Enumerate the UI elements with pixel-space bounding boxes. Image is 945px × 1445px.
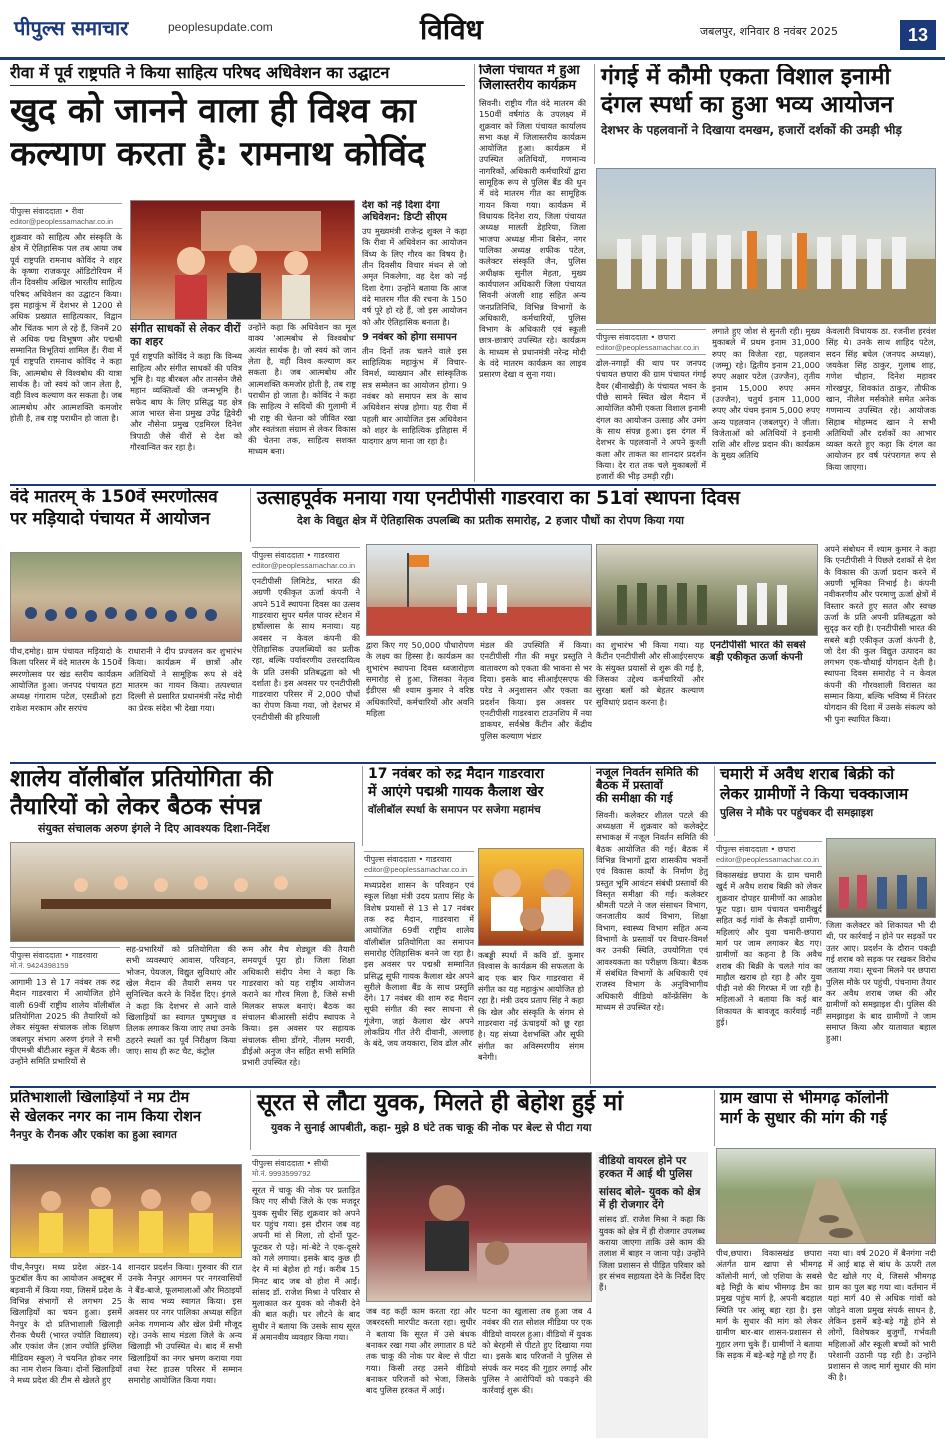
byline-email[interactable]: editor@peoplessamachar.co.in bbox=[364, 865, 468, 874]
masthead bbox=[0, 0, 945, 60]
photo-players-welcome bbox=[10, 1164, 242, 1258]
article-deck: पुलिस ने मौके पर पहुंचकर दी समझाइश bbox=[720, 806, 874, 819]
byline bbox=[10, 203, 122, 229]
article-surat-col2 bbox=[366, 1306, 476, 1438]
article-body: जब वह कहीं काम करता रहा और जबरदस्ती मारपीट करता रहा। सुधीर ने बताया कि सूरत में उसे बंधक बनाकर रखा गया और लगातार 8 घंटे तक चाकू की नोक पर बेल्ट से पीटा गया। किसी तरह उसने वीडियो बनाकर परिजनों को भेजा, जिसके बाद पुलिस हरकत में आई। bbox=[366, 1306, 476, 1396]
article-volleyball-deck bbox=[10, 822, 355, 840]
article-headline: खुद को जानने वाला ही विश्व का bbox=[10, 91, 416, 132]
article-body: ढोल-नगाड़ों की थाप पर जनपद पंचायत छपारा की ग्राम पंचायत गंगई दैयर (बीनाखेड़ी) के पंचायत भवन के पीछे सामने स्थित खेल मैदान में आयोजित कौमी एकता विशाल इनामी दंगल का आयोजन उत्साह और उमंग के साथ संपन्न हुआ। इस दंगल में देशभर के पहलवानों ने अपने कुश्ती कला और ताकत का शानदार प्रदर्शन किया। देर रात तक चले मुकाबलों में हजारों की भीड़ उमड़ी रही। bbox=[596, 358, 706, 482]
photo-illustration bbox=[827, 839, 936, 918]
photo-damaged-road bbox=[716, 1148, 936, 1244]
article-kicker-headline: रीवा में पूर्व राष्ट्रपति ने किया साहित्य परिषद अधिवेशन का उद्घाटन bbox=[10, 64, 465, 86]
byline-email[interactable]: editor@peoplessamachar.co.in bbox=[252, 561, 356, 570]
sidebar-headline: एनटीपीसी भारत की सबसे बड़ी एकीकृत ऊर्जा कंपनी bbox=[710, 640, 806, 663]
byline bbox=[252, 547, 360, 573]
article-headline: वंदे मातरम् के 150वें स्मरणोत्सव bbox=[10, 488, 218, 507]
photo-illustration bbox=[11, 843, 355, 942]
article-chamari-col1 bbox=[716, 838, 822, 1084]
article-headline: ग्राम खापा से भीमगढ़ कॉलोनी bbox=[720, 1090, 889, 1107]
article-headline-line2: की समीक्षा की गई bbox=[596, 791, 673, 806]
article-surat-col3 bbox=[482, 1306, 592, 1438]
article-body: आगामी 13 से 17 नवंबर तक रुद्र मैदान गाडरवारा में आयोजित होने वाली 69वीं राष्ट्रीय शालेय वॉलीबॉल प्रतियोगिता 2025 की तैयारियों को लेकर संयुक्त संचालक लोक शिक्षण जबलपुर संभाग अरुण इंगले ने सभी पीएमश्री बीटीआर स्कूल में बैठक ली। उन्होंने समिति प्रभारियों से bbox=[10, 977, 120, 1067]
article-body: उन्होंने कहा कि अधिवेशन का मूल वाक्य 'आत्मबोध से विश्वबोध' अत्यंत सार्थक है। जो स्वयं को जान लेता है, वही विश्व कल्याण कर सकता है। जब आत्मबोध और आत्मशक्ति कमजोर होती है, तब राष्ट्र पराधीन हो जाता है। कोविंद ने कहा कि साहित्य ने सदियों की गुलामी में भी राष्ट्र की चेतना को जीवित रखा और स्वतंत्रता संग्राम से लेकर विकास की चेतना तक, साहित्य सशक्त माध्यम बना। bbox=[248, 322, 356, 457]
article-rewa-col1 bbox=[10, 200, 122, 482]
article-body: रूम और मैच शेड्यूल की तैयारी समयपूर्व पूरा हो। जिला शिक्षा अधिकारी संदीप नेमा ने कहा कि गाडरवारा को यह राष्ट्रीय आयोजन कराने का गौरव मिला है, जिसे सभी मिलकर सफल बनाएं। बैठक का संचालन बीआरसी संदीप स्थापक ने किया। इस अवसर पर सहायक संचालक सीमा डोंगरे, नीलम मरावी, डीईओ अनुज जैन सहित सभी समिति प्रभारी उपस्थित रहे। bbox=[242, 944, 355, 1068]
article-headline-line2: कल्याण करता है: रामनाथ कोविंद bbox=[10, 134, 426, 175]
site-url[interactable]: peoplesupdate.com bbox=[168, 20, 273, 34]
article-body: नया था। वर्ष 2020 में बैनगंगा नदी में आई बाढ़ से बांध के ऊपरी तल चैट खोले गए थे, जिससे भीमगढ़ ग्राम का पुल बह गया था। वर्तमान में यहां मार्ग 40 से अधिक गांवों को जोड़ने वाला प्रमुख संपर्क साधन है, लेकिन इसमें बड़े-बड़े गड्ढे होने से लोगों, विशेषकर बुजुर्गों, गर्भवती महिलाओं और स्कूली बच्चों को भारी परेशानी उठानी पड़ रही है। उन्होंने प्रशासन से जल्द मार्ग सुधार की मांग की है। bbox=[828, 1248, 936, 1383]
section-divider bbox=[10, 1086, 936, 1088]
article-deck: युवक ने सुनाई आपबीती, कहा- मुझे 8 घंटे तक चाकू की नोक पर बेल्ट से पीटा गया bbox=[271, 1122, 592, 1135]
article-gangai-col2 bbox=[712, 326, 820, 482]
article-headline: प्रतिभाशाली खिलाड़ियों ने मप्र टीम bbox=[10, 1090, 190, 1106]
newspaper-logo[interactable] bbox=[14, 14, 128, 41]
article-body: सांसद डॉ. राजेश मिश्रा ने कहा कि युवक को क्षेत्र में ही रोजगार उपलब्ध कराया जाएगा ताकि उसे काम की तलाश में बाहर न जाना पड़े। उन्होंने जिला प्रशासन से पीड़ित परिवार को हर संभव सहायता देने के निर्देश दिए हैं। bbox=[599, 1214, 705, 1293]
byline bbox=[364, 851, 474, 877]
photo-students-assembly bbox=[10, 552, 242, 642]
subhead: संगीत साधकों से लेकर वीरों का शहर bbox=[130, 322, 241, 349]
photo-illustration bbox=[597, 545, 818, 636]
photo-villagers-road bbox=[826, 838, 936, 918]
sidebar-headline: सांसद बोले- युवक को क्षेत्र में ही रोजगार देंगे bbox=[599, 1186, 701, 1211]
article-surat-sidebar bbox=[596, 1152, 708, 1438]
photo-meeting-hall bbox=[10, 842, 355, 942]
article-volleyball-col3 bbox=[242, 944, 355, 1084]
article-body: विकासखंड छपारा के ग्राम चमारी खुर्द में अवैध शराब बिक्री को लेकर शुक्रवार दोपहर ग्रामीणों का आक्रोश फूट पड़ा। ग्राम पंचायत चमारीखुर्द सहित कई गांवों के सैकड़ों ग्रामीण, महिलाएं और युवा चमारी-छपारा मार्ग पर जाम लगाकर बैठ गए। ग्रामीणों का कहना है कि अवैध शराब की बिक्री के चलते गांव का माहौल खराब हो रहा है और युवा पीढ़ी नशे की गिरफ्त में जा रही है। महिलाओं ने बताया कि कई बार शिकायत के बावजूद कार्रवाई नहीं हुई। bbox=[716, 870, 822, 1028]
article-gangai-col3 bbox=[826, 326, 936, 482]
article-headline: सूरत से लौटा युवक, मिलते ही बेहोश हुई मां bbox=[257, 1090, 624, 1116]
article-khapa-road bbox=[714, 1090, 936, 1146]
article-headline-line2: मार्ग के सुधार की मांग की गई bbox=[720, 1108, 887, 1127]
byline-text: पीपुल्स संवाददाता • गाडरवारा bbox=[10, 951, 98, 960]
article-kailash-kher bbox=[362, 766, 584, 846]
article-headline: उत्साहपूर्वक मनाया गया एनटीपीसी गाडरवारा का 51वां स्थापना दिवस bbox=[257, 488, 740, 509]
article-headline: नजूल निवर्तन समिति की बैठक में प्रस्तावों bbox=[596, 766, 699, 793]
article-body: पीथ,दमोह। ग्राम पंचायत मड़ियादो के किला परिसर में वंदे मातरम के 150वें स्मरणोत्सव पर खंड स्तरीय कार्यक्रम आयोजित हुआ। जनपद पंचायत हटा अध्यक्ष गंगाराम पटेल, एसडीओ हटा राकेश मरकाम और सरपंच bbox=[10, 646, 122, 713]
byline bbox=[596, 329, 706, 355]
article-gangai-col1 bbox=[596, 326, 706, 482]
byline bbox=[10, 947, 120, 974]
photo-dangal-group bbox=[596, 168, 936, 324]
article-ntpc-col5 bbox=[824, 544, 936, 760]
photo-illustration bbox=[367, 1153, 592, 1302]
article-body: पीथ,नैनपुर। मध्य प्रदेश अंडर-14 फुटबॉल कैंप का आयोजन अक्टूबर में बड़वानी में किया गया, जिसमें प्रदेश के विभिन्न संभागों से लगभग 25 खिलाड़ियों का चयन हुआ। इसमें नैनपुर के दो प्रतिभाशाली खिलाड़ी रौनक चैधरी (भारत ज्योति विद्यालय) और एकांश जैन (ज्ञान ज्योति इंग्लिश मीडियम स्कूल) ने चयनित होकर नगर का नाम रोशन किया। दोनों खिलाड़ियों ने मध्य प्रदेश की टीम से खेलते हुए bbox=[10, 1262, 122, 1386]
article-madiyado bbox=[10, 488, 242, 552]
article-nazul-samiti bbox=[590, 766, 708, 1084]
article-body: राधारानी ने दीप प्रज्वलन कर शुभारंभ किया। कार्यक्रम में छात्रों और अतिथियों ने सामूहिक रूप से वंदे मातरम का गायन किया। तत्पश्चात दिल्ली से प्रसारित प्रधानमंत्री नरेंद्र मोदी का प्रेरक संदेश भी देखा गया। bbox=[128, 646, 242, 713]
sidebar-headline: देश को नई दिशा देगा अधिवेशन: डिप्टी सीएम bbox=[362, 200, 447, 223]
byline bbox=[716, 841, 822, 867]
sidebar-headline: 9 नवंबर को होगा समापन bbox=[362, 331, 457, 343]
article-deck: देशभर के पहलवानों ने दिखाया दमखम, हजारों दर्शकों की उमड़ी भीड़ bbox=[601, 122, 902, 137]
byline-phone: मो.नं. 9993599792 bbox=[252, 1169, 311, 1178]
article-body: सिवनी। कलेक्टर शीतल पटले की अध्यक्षता में शुक्रवार को कलेक्ट्रेट सभाकक्ष में नजूल निवर्तन समिति की बैठक आयोजित की गई। बैठक में विभिन्न विभागों द्वारा शासकीय भवनों एवं विकास कार्यों के निर्माण हेतु प्रस्तुत भूमि आवंटन संबंधी प्रस्तावों की विस्तृत समीक्षा की गई। कलेक्टर श्रीमती पटले ने जल संसाधन विभाग, जनजातीय कार्य विभाग, शिक्षा विभाग, स्वास्थ्य विभाग सहित अन्य विभागों के प्रस्तावों पर विचार-विमर्श कर उनकी स्थिति, उपयोगिता एवं आवश्यकता का परीक्षण किया। बैठक में संबंधित विभागों के अधिकारी एवं राजस्व विभाग के अनुविभागीय अधिकारी वीडियो कॉन्फ्रेंसिंग के माध्यम से उपस्थित रहे। bbox=[596, 809, 708, 1012]
article-body: उप मुख्यमंत्री राजेन्द्र शुक्ल ने कहा कि रीवा में अधिवेशन का आयोजन विंध्य के लिए गौरव का विषय है। तीन दिवसीय विचार मंथन से जो अमृत निकलेगा, वह देश को नई दिशा देगा। उन्होंने बताया कि आज वंदे मातरम गीत की रचना के 150 वर्ष पूरे हो रहे हैं, जो इस आयोजन को और ऐतिहासिक बनाता है। bbox=[362, 226, 467, 327]
article-body: पीथ,छपारा। विकासखंड छपारा अंतर्गत ग्राम खापा से भीमगढ़ कॉलोनी मार्ग, जो एशिया के सबसे बड़े मिट्टी के बांध भीमगढ़ डैम का प्रमुख पहुंच मार्ग है, अपनी बदहाल स्थिति पर आंसू बहा रहा है। इस मार्ग के सुधार की मांग को लेकर ग्रामीण बार-बार शासन-प्रशासन से गुहार लगा चुके हैं। ग्रामीणों ने बताया कि सड़क में बड़े-बड़े गड्ढे हो गए हैं। bbox=[716, 1248, 822, 1360]
byline-text: पीपुल्स संवाददाता • रीवा bbox=[10, 207, 84, 216]
byline bbox=[252, 1155, 360, 1182]
photo-ntpc-parade bbox=[596, 544, 818, 636]
article-volleyball-col2 bbox=[126, 944, 236, 1084]
article-headline: गंगई में कौमी एकता विशाल इनामी bbox=[601, 64, 891, 90]
article-body: एनटीपीसी लिमिटेड, भारत की अग्रणी एकीकृत ऊर्जा कंपनी ने अपने 51वें स्थापना दिवस का उत्सव गाडरवारा सुपर थर्मल पावर स्टेशन में हर्षोल्लास के साथ मनाया। यह अवसर न केवल कंपनी की ऐतिहासिक उपलब्धियों का प्रतीक रहा, बल्कि पर्यावरणीय उत्तरदायित्व के प्रति उसकी प्रतिबद्धता को भी दर्शाता है। इस अवसर पर एनटीपीसी गाडरवारा परिसर में 2,000 पौधों का रोपण किया गया, जो देशभर में एनटीपीसी की हरियाली bbox=[252, 576, 360, 722]
article-headline-line2: तैयारियों को लेकर बैठक संपन्न bbox=[10, 794, 262, 821]
article-chamari-col2 bbox=[826, 920, 936, 1084]
photo-kovind-stage bbox=[130, 200, 355, 320]
article-body: शुक्रवार को साहित्य और संस्कृति के क्षेत्र में ऐतिहासिक पल तब आया जब पूर्व राष्ट्रपति रामनाथ कोविंद ने शहर के कृष्णा राजकपूर ऑडिटोरियम में तीन दिवसीय अखिल भारतीय साहित्य परिषद अधिवेशन का उद्घाटन किया। इस महाकुंभ में देशभर से 1200 से अधिक प्रख्यात साहित्यकार, विद्वान और चिंतक भाग ले रहे हैं, जिनमें 20 से अधिक पद्म विभूषण और पद्मश्री सम्मानित विभूतियां शामिल हैं। रीवा में पूर्व राष्ट्रपति रामनाथ कोविंद ने कहा कि, आत्मबोध से विश्वबोध की यात्रा सार्थक है। जो स्वयं को जान लेता है, वही विश्व कल्याण कर सकता है। जब आत्मबोध और आत्मशक्ति कमजोर होती है, तब राष्ट्र पराधीन हो जाता है। bbox=[10, 232, 122, 423]
byline-text: पीपुल्स संवाददाता • गाडरवारा bbox=[252, 551, 340, 560]
photo-illustration bbox=[717, 1149, 936, 1244]
article-rewa-sidebar bbox=[362, 200, 467, 482]
article-ntpc bbox=[250, 488, 936, 542]
photo-portraits bbox=[478, 848, 584, 946]
section-title: विविध bbox=[420, 13, 483, 46]
article-body: केवलारी विधायक ठा. रजनीश हरवंश सिंह थे। उनके साथ शाहिद पटेल, सदन सिंह बघेल (जनपद अध्यक्ष), जयकेश सिंह ठाकुर, गुलाब शाह, गणेश चौहान, दिनेश महावर गोरखपुर, शिवकांत ठाकुर, तौफीक खान, नीलेश मर्सकोले समेत अनेक गणमान्य उपस्थित रहे। आयोजक सिहाब मोहम्मद खान ने सभी अतिथियों और दर्शकों का आभार व्यक्त करते हुए कहा कि दंगल का आयोजन हर वर्ष परंपरागत रूप से किया जाएगा। bbox=[826, 326, 936, 472]
article-body: अपने संबोधन में श्याम कुमार ने कहा कि एनटीपीसी ने पिछले दशकों से देश के विकास की ऊर्जा प्रदान करने में अग्रणी भूमिका निभाई है। कंपनी नवीकरणीय और परमाणु ऊर्जा क्षेत्रों में विस्तार करते हुए सतत और स्वच्छ ऊर्जा के प्रति अपनी प्रतिबद्धता को सुदृढ़ कर रही है। एनटीपीसी भारत की सबसे बड़ी एकीकृत ऊर्जा कंपनी है, जो देश की कुल विद्युत उत्पादन का लगभग एक-चौथाई योगदान देती है। स्थापना दिवस समारोह ने न केवल कंपनी की गौरवशाली विरासत का सम्मान किया, बल्कि भविष्य में निरंतर योगदान की दिशा में उसके संकल्प को भी पुनः स्थापित किया। bbox=[824, 544, 936, 724]
article-ntpc-col1 bbox=[252, 544, 360, 760]
article-kailash-col2 bbox=[478, 950, 584, 1084]
article-nainpur-col2 bbox=[128, 1262, 242, 1438]
article-madiyado-col1 bbox=[10, 646, 122, 760]
byline-text: पीपुल्स संवाददाता • छपारा bbox=[596, 333, 676, 342]
article-khapa-col2 bbox=[828, 1248, 936, 1438]
article-body: मध्यप्रदेश शासन के परिवहन एवं स्कूल शिक्षा मंत्री उदय प्रताप सिंह के विशेष प्रयासों से 13 से 17 नवंबर तक रुद्र मैदान, गाडरवारा में आयोजित 69वीं राष्ट्रीय शालेय वॉलीबॉल प्रतियोगिता का समापन समारोह ऐतिहासिक बनने जा रहा है। इस अवसर पर पद्मश्री सम्मानित प्रसिद्ध सूफी गायक कैलाश खेर अपने सुरीले कैलाशा बैंड के साथ प्रस्तुति देंगे। 17 नवंबर की शाम रुद्र मैदान सूफी संगीत की स्वर साधना से गूंजेगा, जहां कैलाश खेर अपने लोकप्रिय गीत तेरी दीवानी, अल्लाह के बंदे, जय जयकारा, शिव ढोल और bbox=[364, 880, 474, 1049]
article-ntpc-col3 bbox=[480, 640, 592, 760]
article-body: लगाते हुए जोश से सुनती रही। मुख्य मुकाबले में प्रथम इनाम 31,000 रुपए का विजेता रहा, पहलवान (जम्मू) रहे। द्वितीय इनाम 21,000 रुपए अक्षार पटेल (उज्जैन), तृतीय इनाम 15,000 रुपए अमन (उज्जैन), चतुर्थ इनाम 11,000 रुपए और पंचम इनाम 5,000 रुपए अन्य पहलवान (जबलपुर) ने जीता। विजेताओं को अतिथियों ने इनामी राशि और शील्ड प्रदान की। कार्यक्रम के मुख्य अतिथि bbox=[712, 326, 820, 461]
article-body: मंडल की उपस्थिति में किया। एनटीपीसी गीत की मधुर प्रस्तुति ने वातावरण को एकता की भावना से भर दिया। इसके बाद सीआईएसएफ की परेड ने अनुशासन और एकता का प्रदर्शन किया। इस अवसर पर एनटीपीसी गाडरवारा टाउनशिप में नया डाकघर, सर्वश्रेष्ठ कैंटीन और केंद्रीय पुलिस कल्याण भंडार bbox=[480, 640, 592, 741]
article-headline-line2: दंगल स्पर्धा का हुआ भव्य आयोजन bbox=[601, 92, 894, 119]
article-volleyball-meeting bbox=[10, 766, 355, 822]
article-headline: शालेय वॉलीबॉल प्रतियोगिता की bbox=[10, 766, 273, 792]
photo-illustration bbox=[597, 169, 936, 324]
article-chamari-protest bbox=[714, 766, 936, 836]
article-volleyball-col1 bbox=[10, 944, 120, 1084]
article-deck: संयुक्त संचालक अरुण इंगले ने दिए आवश्यक दिशा-निर्देश bbox=[38, 822, 270, 835]
article-body: सह-प्रभारियों को प्रतियोगिता की सभी व्यवस्थाएं आवास, परिवहन, भोजन, पेयजल, विद्युत सुविधाएं और खेल मैदान की तैयारी समय पर सुनिश्चित करने के निर्देश दिए। इंगले ने कहा कि देशभर से आने वाले खिलाड़ियों का स्वागत पुष्पगुच्छ व तिलक लगाकर किया जाए तथा उनके ठहरने स्थलों का पूर्व निरीक्षण किया जाए। साथ ही रूट चैट, कंट्रोल bbox=[126, 944, 236, 1056]
article-deck: वॉलीबॉल स्पर्धा के समापन पर सजेगा महामंच bbox=[368, 804, 541, 817]
byline-text: पीपुल्स संवाददाता • गाडरवारा bbox=[364, 855, 452, 864]
article-body: शानदार प्रदर्शन किया। गुरुवार की रात उनके नैनपुर आगमन पर नगरवासियों ने बैंड-बाजे, फूलमालाओं और मिठाइयों के साथ भव्य स्वागत किया। इस अवसर पर नगर पालिका अध्यक्ष सहित अनेक गणमान्य और खेल प्रेमी मौजूद रहे। उनके साथ मंडला जिले के अन्य खिलाड़ी भी उपस्थित थे। बाद में सभी खिलाड़ियों का नगर भ्रमण कराया गया तथा रेस्ट हाउस परिसर में सम्मान समारोह आयोजित किया गया। bbox=[128, 1262, 242, 1386]
photo-mother-son bbox=[366, 1152, 592, 1302]
sidebar-headline: वीडियो वायरल होने पर हरकत में आई थी पुलिस bbox=[599, 1155, 693, 1180]
article-kailash-col1 bbox=[364, 848, 474, 1084]
article-zila-panchayat bbox=[474, 64, 586, 482]
article-body: द्वारा किए गए 50,000 पौधारोपण के लक्ष्य का हिस्सा है। कार्यक्रम का शुभारंभ स्थापना दिवस ध्वजारोहण समारोह से हुआ, जिसका नेतृत्व ईडीएस श्री श्याम कुमार ने वरिष्ठ अधिकारियों, कर्मचारियों और अवनि महिला bbox=[366, 640, 474, 718]
article-khapa-col1 bbox=[716, 1248, 822, 1438]
article-madiyado-col2 bbox=[128, 646, 242, 760]
article-ntpc-sidebar bbox=[710, 640, 818, 760]
logo-text: पीपुल्स समाचार bbox=[14, 16, 129, 40]
article-surat-col1 bbox=[252, 1152, 360, 1438]
byline-text: पीपुल्स संवाददाता • छपारा bbox=[716, 845, 796, 854]
byline-email[interactable]: editor@peoplessamachar.co.in bbox=[716, 855, 820, 864]
article-body: जिला कलेक्टर को शिकायत भी दी थी, पर कार्रवाई न होने पर सड़कों पर उतर आए। प्रदर्शन के दौरान पकड़ी गई शराब को सड़क पर रखकर विरोध जताया गया। सूचना मिलने पर छपारा पुलिस मौके पर पहुंची, पंचनामा तैयार कर अवैध शराब जब्त की और ग्रामीणों को समझाइश दी। पुलिस की समझाइश के बाद ग्रामीणों ने जाम समाप्त किया और यातायात बहाल हुआ। bbox=[826, 920, 936, 1044]
article-deck: नैनपुर के रौनक और एकांश का हुआ स्वागत bbox=[10, 1129, 177, 1142]
article-headline: जिला पंचायत में हुआ जिलास्तरीय कार्यक्रम bbox=[479, 64, 580, 93]
photo-illustration bbox=[367, 545, 592, 636]
article-headline-line2: पर मड़ियादो पंचायत में आयोजन bbox=[10, 508, 210, 529]
byline-email[interactable]: editor@peoplessamachar.co.in bbox=[10, 217, 114, 226]
article-body: सिवनी। राष्ट्रीय गीत वंदे मातरम की 150वीं वर्षगांठ के उपलक्ष्य में शुक्रवार को जिला पंचायत कार्यालय सभा कक्ष में जिलास्तरीय कार्यक्रम आयोजित हुआ। कार्यक्रम में उपस्थित अतिथियों, गणमान्य नागरिकों, अधिकारी कर्मचारियों द्वारा सामूहिक रूप से पुलिस बैंड की धुन में वंदे मातरम गीत का सामूहिक गायन किया गया। कार्यक्रम में विधायक दिनेश राय, जिला पंचायत अध्यक्ष मालती डेहरिया, जिला भाजपा अध्यक्ष मीना बिसेन, नगर पालिका अध्यक्ष शफीक पटेल, कलेक्टर संस्कृति जैन, पुलिस अधीक्षक सुनील मेहता, मुख्य कार्यपालन अधिकारी जिला पंचायत सिवनी अंजली शाह सहित अन्य जनप्रतिनिधि, विभिन्न विभागों के अधिकारी, कर्मचारियों, पुलिस विभाग के अधिकारी एवं स्कूली छात्र-छात्राएं उपस्थित रहे। कार्यक्रम के माध्यम से प्रधानमंत्री नरेन्द्र मोदी के वंदे मातरम कार्यक्रम का लाइव प्रसारण देखा व सुना गया। bbox=[479, 97, 586, 380]
section-divider bbox=[10, 762, 936, 764]
article-headline-line2: लेकर ग्रामीणों ने किया चक्काजाम bbox=[720, 784, 909, 803]
article-rewa-col3 bbox=[248, 322, 356, 482]
byline-phone: मो.नं. 9424398159 bbox=[10, 961, 69, 970]
article-nainpur-players bbox=[10, 1090, 242, 1162]
article-nainpur-col1 bbox=[10, 1262, 122, 1438]
photo-ntpc-flag bbox=[366, 544, 592, 636]
dateline: जबलपुर, शनिवार 8 नवंबर 2025 bbox=[700, 25, 839, 38]
article-body: घटना का खुलासा तब हुआ जब 4 नवंबर की रात सोशल मीडिया पर एक वीडियो वायरल हुआ। वीडियो में युवक को बेरहमी से पीटते हुए दिखाया गया था। इसके बाद परिजनों ने पुलिस से संपर्क कर मदद की गुहार लगाई और पुलिस ने आरोपियों को पकड़ने की कार्रवाई शुरू की। bbox=[482, 1306, 592, 1396]
byline-text: पीपुल्स संवाददाता • सीधी bbox=[252, 1159, 329, 1168]
page-number: 13 bbox=[900, 20, 936, 50]
article-body: तीन दिनों तक चलने वाले इस साहित्यिक महाकुंभ में विचार-विमर्श, व्याख्यान और सांस्कृतिक सत्र सम्मेलन का आयोजन होगा। 9 नवंबर को समापन सत्र के साथ अधिवेशन संपन्न होगा। यह रीवा में पहली बार आयोजित इस अधिवेशन को शहर के साहित्यिक इतिहास में यादगार क्षण माना जा रहा है। bbox=[362, 345, 467, 447]
article-body: पूर्व राष्ट्रपति कोविंद ने कहा कि विन्ध्य साहित्य और संगीत साधकों की पवित्र भूमि है। यह बीरबल और तानसेन जैसे महान व्यक्तित्वों की जन्मभूमि है। सफेद बाघ के लिए प्रसिद्ध यह क्षेत्र आज भारत सेना प्रमुख उपेंद्र द्विवेदी और नौसेना प्रमुख एडमिरल दिनेश त्रिपाठी जैसे वीरों से देश को गौरवान्वित कर रहा है। bbox=[130, 351, 242, 452]
photo-illustration bbox=[479, 849, 584, 946]
photo-illustration bbox=[131, 201, 355, 320]
byline-email[interactable]: editor@peoplessamachar.co.in bbox=[596, 343, 700, 352]
photo-illustration bbox=[11, 553, 242, 642]
article-headline: चमारी में अवैध शराब बिक्री को bbox=[720, 766, 895, 783]
article-body: सूरत में चाकू की नोक पर प्रताड़ित किए गए सीधी जिले के एक मजदूर युवक सुधीर सिंह शुक्रवार को अपने घर पहुंच गया। इस दौरान जब वह अपनी मां से मिला, तो दोनों फूट-फूटकर रो पड़े। मां-बेटे ने एक-दूसरे को गले लगाया। इसके बाद कुछ ही देर में मां बेहोश हो गई। करीब 15 मिनट बाद जब वो होश में आईं। सांसद डॉ. राजेश मिश्रा ने परिवार से मुलाकात कर युवक को नौकरी देने की बात कही। घर लौटने के बाद सुधीर ने बताया कि उसके साथ सूरत में अमानवीय व्यवहार किया गया। bbox=[252, 1185, 360, 1343]
article-deck: देश के विद्युत क्षेत्र में ऐतिहासिक उपलब्धि का प्रतीक समारोह, 2 हजार पौधों का रोपण किया गया bbox=[297, 513, 685, 527]
article-ntpc-col2 bbox=[366, 640, 474, 760]
article-body: कबड्डी स्पर्धा में कवि डॉ. कुमार विश्वास के कार्यक्रम की सफलता के बाद एक बार फिर गाडरवारा में संगीत का यह महाकुंभ आयोजित हो रहा है। मंत्री उदय प्रताप सिंह ने कहा कि खेल और संस्कृति के संगम से गाडरवारा नई ऊंचाइयों को छू रहा है। यह संध्या देशभक्ति और सूफी संगीत का अविस्मरणीय संगम बनेगी। bbox=[478, 950, 584, 1062]
article-headline: 17 नवंबर को रुद्र मैदान गाडरवारा bbox=[368, 766, 544, 782]
article-headline-line2: से खेलकर नगर का नाम किया रोशन bbox=[10, 1108, 202, 1125]
photo-illustration bbox=[11, 1165, 242, 1258]
article-body: का शुभारंभ भी किया गया। यह कैंटीन एनटीपीसी और सीआईएसएफ के संयुक्त प्रयासों से शुरू की गई है, जिसका उद्देश्य कर्मचारियों और सुरक्षा बलों को बेहतर कल्याण सुविधाएं प्रदान करना है। bbox=[596, 640, 704, 707]
article-ntpc-col4 bbox=[596, 640, 704, 760]
article-surat-youth bbox=[250, 1090, 708, 1150]
article-headline-line2: में आएंगे पद्मश्री गायक कैलाश खेर bbox=[368, 784, 544, 801]
section-divider bbox=[10, 484, 936, 486]
article-rewa-col2 bbox=[130, 322, 242, 482]
article-gangai-dangal bbox=[594, 64, 936, 164]
